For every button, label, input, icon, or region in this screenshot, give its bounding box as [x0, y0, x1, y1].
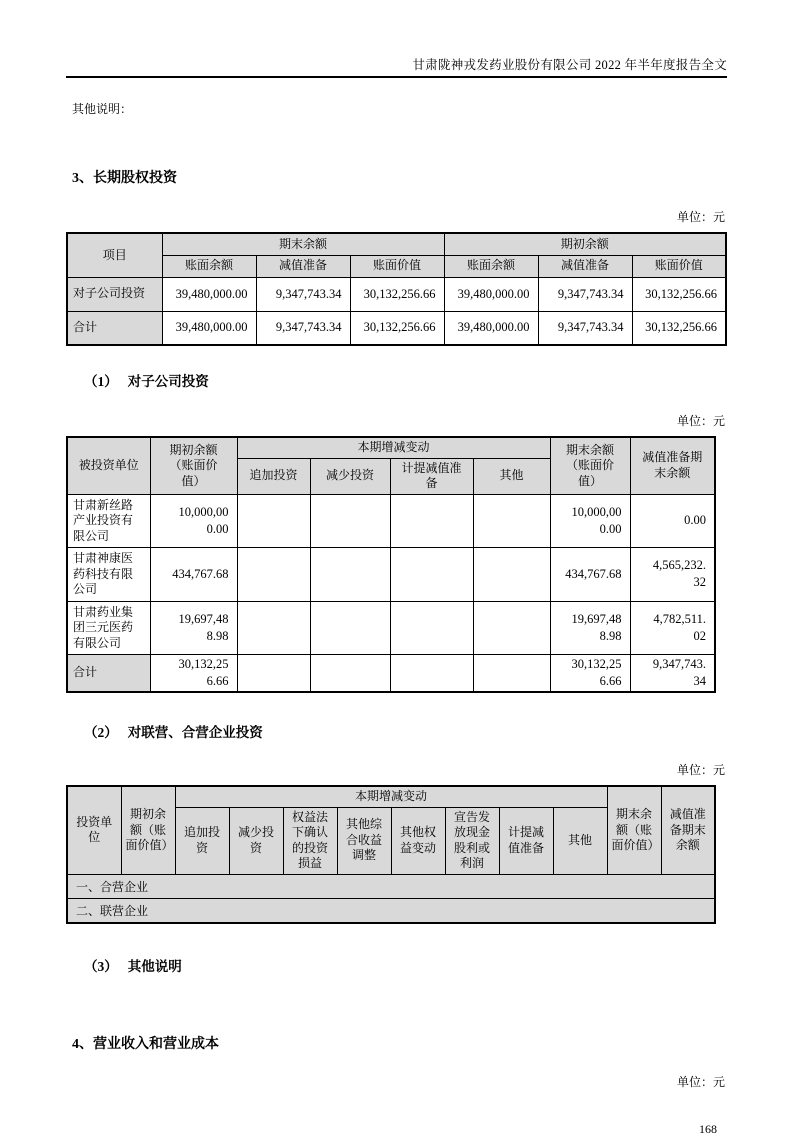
cell-value: 9,347,743.34 [538, 277, 632, 311]
column-header-additional-investment: 追加投资 [237, 458, 310, 494]
row-label: 甘肃新丝路产业投资有限公司 [67, 494, 150, 548]
cell-value [473, 601, 550, 655]
unit-label: 单位：元 [676, 414, 725, 428]
cell-value [473, 655, 550, 693]
long-term-equity-summary-table [66, 232, 727, 346]
cell-value: 30,132,256.66 [632, 277, 726, 311]
column-header-book-value: 账面价值 [632, 255, 726, 277]
cell-value [237, 655, 310, 693]
subsidiary-investment-table [66, 436, 716, 693]
cell-value: 9,347,743.34 [256, 277, 350, 311]
cell-value: 30,132,256.66 [350, 277, 444, 311]
cell-value [237, 494, 310, 548]
cell-value: 30,132,256.66 [550, 655, 630, 693]
table-category-row [67, 874, 715, 898]
section-heading-3-1 [66, 370, 727, 390]
section-title: 其他说明 [127, 958, 182, 974]
section-number: （1） [84, 374, 118, 389]
cell-value [310, 548, 390, 602]
column-group-beginning-balance: 期初余额 [444, 233, 726, 255]
table-total-row [67, 655, 715, 693]
page-number: 168 [699, 1121, 717, 1136]
cell-value [390, 494, 473, 548]
report-header-title: 甘肃陇神戎发药业股份有限公司 2022 年半年度报告全文 [66, 0, 727, 78]
column-header-impairment-provision: 计提减值准备 [390, 458, 473, 494]
table-row [67, 548, 715, 602]
section-number: （2） [84, 725, 118, 740]
column-header-impairment: 减值准备 [538, 255, 632, 277]
row-label: 合计 [67, 655, 150, 693]
cell-value: 30,132,256.66 [150, 655, 237, 693]
section-heading-3: 3、长期股权投资 [72, 171, 177, 186]
cell-value: 39,480,000.00 [444, 311, 538, 345]
cell-value [473, 494, 550, 548]
column-header-impairment-ending: 减值准备期末余额 [661, 786, 715, 874]
table-total-row [67, 311, 726, 345]
cell-value [310, 494, 390, 548]
column-header-declared-dividends: 宣告发放现金股利或利润 [445, 807, 499, 874]
row-label: 甘肃药业集团三元医药有限公司 [67, 601, 150, 655]
table-row [67, 494, 715, 548]
cell-value: 434,767.68 [550, 548, 630, 602]
cell-value: 19,697,488.98 [150, 601, 237, 655]
cell-value [390, 655, 473, 693]
column-header-equity-method-profit: 权益法下确认的投资损益 [283, 807, 337, 874]
cell-value: 10,000,000.00 [150, 494, 237, 548]
cell-value: 4,565,232.32 [630, 548, 715, 602]
cell-value: 39,480,000.00 [162, 311, 256, 345]
section-title: 对子公司投资 [127, 374, 209, 389]
cell-value [310, 601, 390, 655]
column-header-reduced-investment: 减少投资 [229, 807, 283, 874]
cell-value [237, 601, 310, 655]
column-group-ending-balance: 期末余额 [162, 233, 444, 255]
section-heading-3-2 [66, 721, 727, 741]
cell-value: 9,347,743.34 [538, 311, 632, 345]
section-number: （3） [84, 958, 118, 974]
table-header-row [67, 786, 715, 807]
cell-value: 19,697,488.98 [550, 601, 630, 655]
cell-value: 0.00 [630, 494, 715, 548]
table-header-row [67, 233, 726, 255]
column-header-item: 项目 [67, 233, 162, 277]
column-header-other-comprehensive-income: 其他综合收益调整 [337, 807, 391, 874]
table-category-row [67, 898, 715, 923]
section-heading-3-3 [66, 955, 727, 975]
table-subheader-row [67, 255, 726, 277]
section-title: 对联营、合营企业投资 [127, 725, 263, 740]
row-label: 甘肃神康医药科技有限公司 [67, 548, 150, 602]
table-row [67, 277, 726, 311]
other-note-label: 其他说明： [72, 102, 133, 116]
column-group-period-changes: 本期增减变动 [237, 437, 550, 458]
column-header-investee: 被投资单位 [67, 437, 150, 494]
column-header-impairment-ending: 减值准备期末余额 [630, 437, 715, 494]
cell-value: 10,000,000.00 [550, 494, 630, 548]
cell-value: 30,132,256.66 [350, 311, 444, 345]
column-header-additional-investment: 追加投资 [175, 807, 229, 874]
cell-value: 9,347,743.34 [630, 655, 715, 693]
cell-value [237, 548, 310, 602]
column-header-book-balance: 账面余额 [162, 255, 256, 277]
column-header-ending-balance: 期末余额（账面价值） [607, 786, 661, 874]
unit-label: 单位：元 [676, 210, 725, 224]
cell-value [473, 548, 550, 602]
column-header-impairment-provision: 计提减值准备 [499, 807, 553, 874]
column-header-other-equity-change: 其他权益变动 [391, 807, 445, 874]
cell-value [390, 548, 473, 602]
column-header-ending-balance: 期末余额（账面价值） [550, 437, 630, 494]
column-header-reduced-investment: 减少投资 [310, 458, 390, 494]
cell-value: 30,132,256.66 [632, 311, 726, 345]
cell-value: 39,480,000.00 [162, 277, 256, 311]
category-label-joint-ventures: 一、合营企业 [67, 874, 715, 898]
column-header-book-value: 账面价值 [350, 255, 444, 277]
table-header-row [67, 437, 715, 458]
column-header-other: 其他 [473, 458, 550, 494]
cell-value: 39,480,000.00 [444, 277, 538, 311]
cell-value: 4,782,511.02 [630, 601, 715, 655]
associate-joint-venture-table [66, 785, 716, 924]
column-group-period-changes: 本期增减变动 [175, 786, 607, 807]
column-header-other: 其他 [553, 807, 607, 874]
row-label: 合计 [67, 311, 162, 345]
cell-value: 9,347,743.34 [256, 311, 350, 345]
section-heading-4: 4、营业收入和营业成本 [72, 1036, 219, 1052]
column-header-investee: 投资单位 [67, 786, 121, 874]
column-header-book-balance: 账面余额 [444, 255, 538, 277]
column-header-beginning-balance: 期初余额（账面价值） [121, 786, 175, 874]
column-header-beginning-balance: 期初余额（账面价值） [150, 437, 237, 494]
category-label-associates: 二、联营企业 [67, 898, 715, 923]
table-row [67, 601, 715, 655]
cell-value: 434,767.68 [150, 548, 237, 602]
row-label: 对子公司投资 [67, 277, 162, 311]
unit-label: 单位：元 [676, 763, 725, 777]
column-header-impairment: 减值准备 [256, 255, 350, 277]
cell-value [390, 601, 473, 655]
unit-label: 单位：元 [676, 1074, 725, 1089]
cell-value [310, 655, 390, 693]
